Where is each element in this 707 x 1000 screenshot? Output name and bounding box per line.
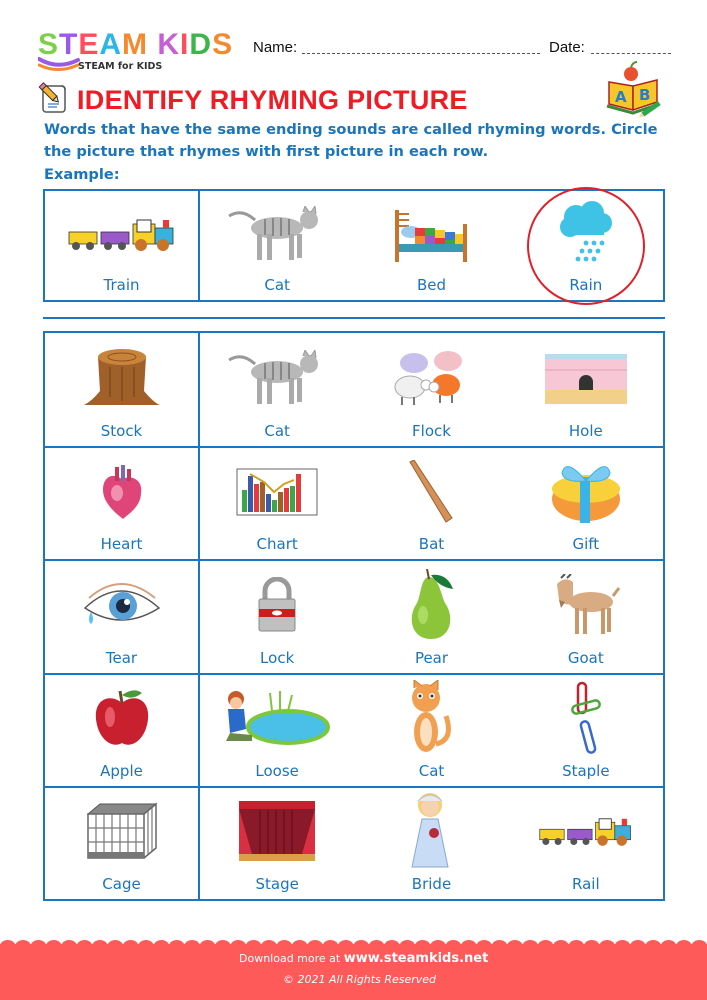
option-cells <box>200 561 663 672</box>
target-word-cell <box>45 448 200 559</box>
rain-cloud-icon <box>509 191 663 276</box>
option-cell[interactable] <box>509 333 663 446</box>
logo-swoosh-icon <box>38 56 80 72</box>
option-cell[interactable] <box>354 788 508 899</box>
example-options <box>200 191 663 300</box>
word-label: Stage <box>255 874 299 893</box>
logo-tagline: STEAM for KIDS <box>78 61 163 72</box>
option-cell[interactable] <box>200 788 354 899</box>
option-cell[interactable] <box>509 788 663 899</box>
paper-clips-icon <box>509 675 663 762</box>
option-cells <box>200 333 663 446</box>
word-label: Flock <box>412 422 451 441</box>
word-label: Train <box>103 276 140 294</box>
option-cell[interactable] <box>200 675 354 786</box>
word-label: Cat <box>264 276 290 294</box>
option-cells <box>200 448 663 559</box>
word-label: Loose <box>255 761 299 780</box>
theater-stage-icon <box>200 788 354 875</box>
word-label: Apple <box>100 761 143 780</box>
boy-pond-icon <box>200 675 354 762</box>
exercise-row <box>45 333 663 446</box>
logo-letter: A <box>99 28 123 61</box>
word-label: Gift <box>572 535 600 554</box>
word-label: Tear <box>105 648 138 667</box>
example-option-answer[interactable] <box>509 191 663 300</box>
example-target-cell <box>45 191 200 300</box>
logo-letter: K <box>157 28 181 61</box>
name-label: Name: <box>253 39 298 56</box>
word-label: Cat <box>264 422 290 441</box>
option-cell[interactable] <box>354 448 508 559</box>
word-label: Hole <box>568 422 603 441</box>
example-row <box>45 191 663 300</box>
padlock-icon <box>200 561 354 648</box>
option-cell[interactable] <box>509 448 663 559</box>
steam-kids-logo <box>38 30 238 72</box>
logo-letter: S <box>38 28 60 61</box>
exercise-table <box>43 331 665 901</box>
word-label: Lock <box>260 648 295 667</box>
option-cells <box>200 675 663 786</box>
example-table <box>43 189 665 302</box>
option-cell[interactable] <box>354 675 508 786</box>
name-field[interactable] <box>302 53 540 54</box>
logo-letter: M <box>122 28 149 61</box>
site-link[interactable]: www.steamkids.net <box>343 951 489 966</box>
option-cell[interactable] <box>509 675 663 786</box>
bar-chart-icon <box>200 448 354 535</box>
footer-download-text <box>239 951 488 966</box>
option-cell[interactable] <box>200 333 354 446</box>
baseball-bat-icon <box>354 448 508 535</box>
option-cell[interactable] <box>200 448 354 559</box>
example-label: Example: <box>44 166 120 183</box>
goat-icon <box>509 561 663 648</box>
exercise-row <box>45 559 663 672</box>
logo-letter: I <box>180 28 190 61</box>
cat-icon <box>200 333 354 422</box>
train-icon <box>45 191 198 276</box>
bride-icon <box>354 788 508 875</box>
bed-icon <box>354 191 508 276</box>
exercise-row <box>45 446 663 559</box>
logo-letter: T <box>59 28 79 61</box>
word-label: Goat <box>567 648 604 667</box>
teary-eye-icon <box>45 561 198 648</box>
logo-letter <box>148 30 157 60</box>
svg-text:A: A <box>615 88 627 106</box>
word-label: Staple <box>562 761 610 780</box>
footer-copyright: © 2021 All Rights Reserved <box>283 973 437 986</box>
exercise-row <box>45 673 663 786</box>
date-label: Date: <box>549 39 585 56</box>
cartoon-cat-icon <box>354 675 508 762</box>
option-cell[interactable] <box>200 561 354 672</box>
option-cells <box>200 788 663 899</box>
cage-icon <box>45 788 198 875</box>
hole-icon <box>509 333 663 422</box>
option-cell[interactable] <box>509 561 663 672</box>
svg-text:B: B <box>639 86 651 104</box>
pear-icon <box>354 561 508 648</box>
target-word-cell <box>45 333 200 446</box>
word-label: Chart <box>256 535 298 554</box>
word-label: Bat <box>418 535 445 554</box>
word-label: Heart <box>100 535 143 554</box>
word-label: Rail <box>572 874 600 893</box>
word-label: Bride <box>411 874 452 893</box>
instructions-text: Words that have the same ending sounds are called rhyming words. Circle the picture that rhymes with first picture in each row. <box>44 121 658 160</box>
word-label: Rain <box>569 276 603 294</box>
abc-book-icon <box>605 60 665 118</box>
logo-letter: D <box>189 28 213 61</box>
download-prefix: Download more at <box>239 952 341 965</box>
apple-icon <box>45 675 198 762</box>
word-label: Stock <box>100 422 143 441</box>
word-label: Cat <box>418 761 445 780</box>
target-word-cell <box>45 561 200 672</box>
train-icon <box>509 788 663 875</box>
word-label: Cage <box>102 874 141 893</box>
option-cell[interactable] <box>354 333 508 446</box>
target-word-cell <box>45 788 200 899</box>
pencil-paper-icon <box>35 80 71 116</box>
worksheet-title: IDENTIFY RHYMING PICTURE <box>77 85 468 115</box>
example-option[interactable] <box>200 191 354 300</box>
exercise-row <box>45 786 663 899</box>
gift-box-icon <box>509 448 663 535</box>
section-divider <box>43 317 665 319</box>
logo-letter: E <box>78 28 100 61</box>
date-field[interactable] <box>591 53 671 54</box>
sheep-flock-icon <box>354 333 508 422</box>
example-option[interactable] <box>354 191 508 300</box>
word-label: Bed <box>416 276 447 294</box>
word-label: Pear <box>414 648 449 667</box>
heart-organ-icon <box>45 448 198 535</box>
logo-letter: S <box>212 28 234 61</box>
option-cell[interactable] <box>354 561 508 672</box>
target-word-cell <box>45 675 200 786</box>
tree-stump-icon <box>45 333 198 422</box>
cat-icon <box>200 191 354 276</box>
